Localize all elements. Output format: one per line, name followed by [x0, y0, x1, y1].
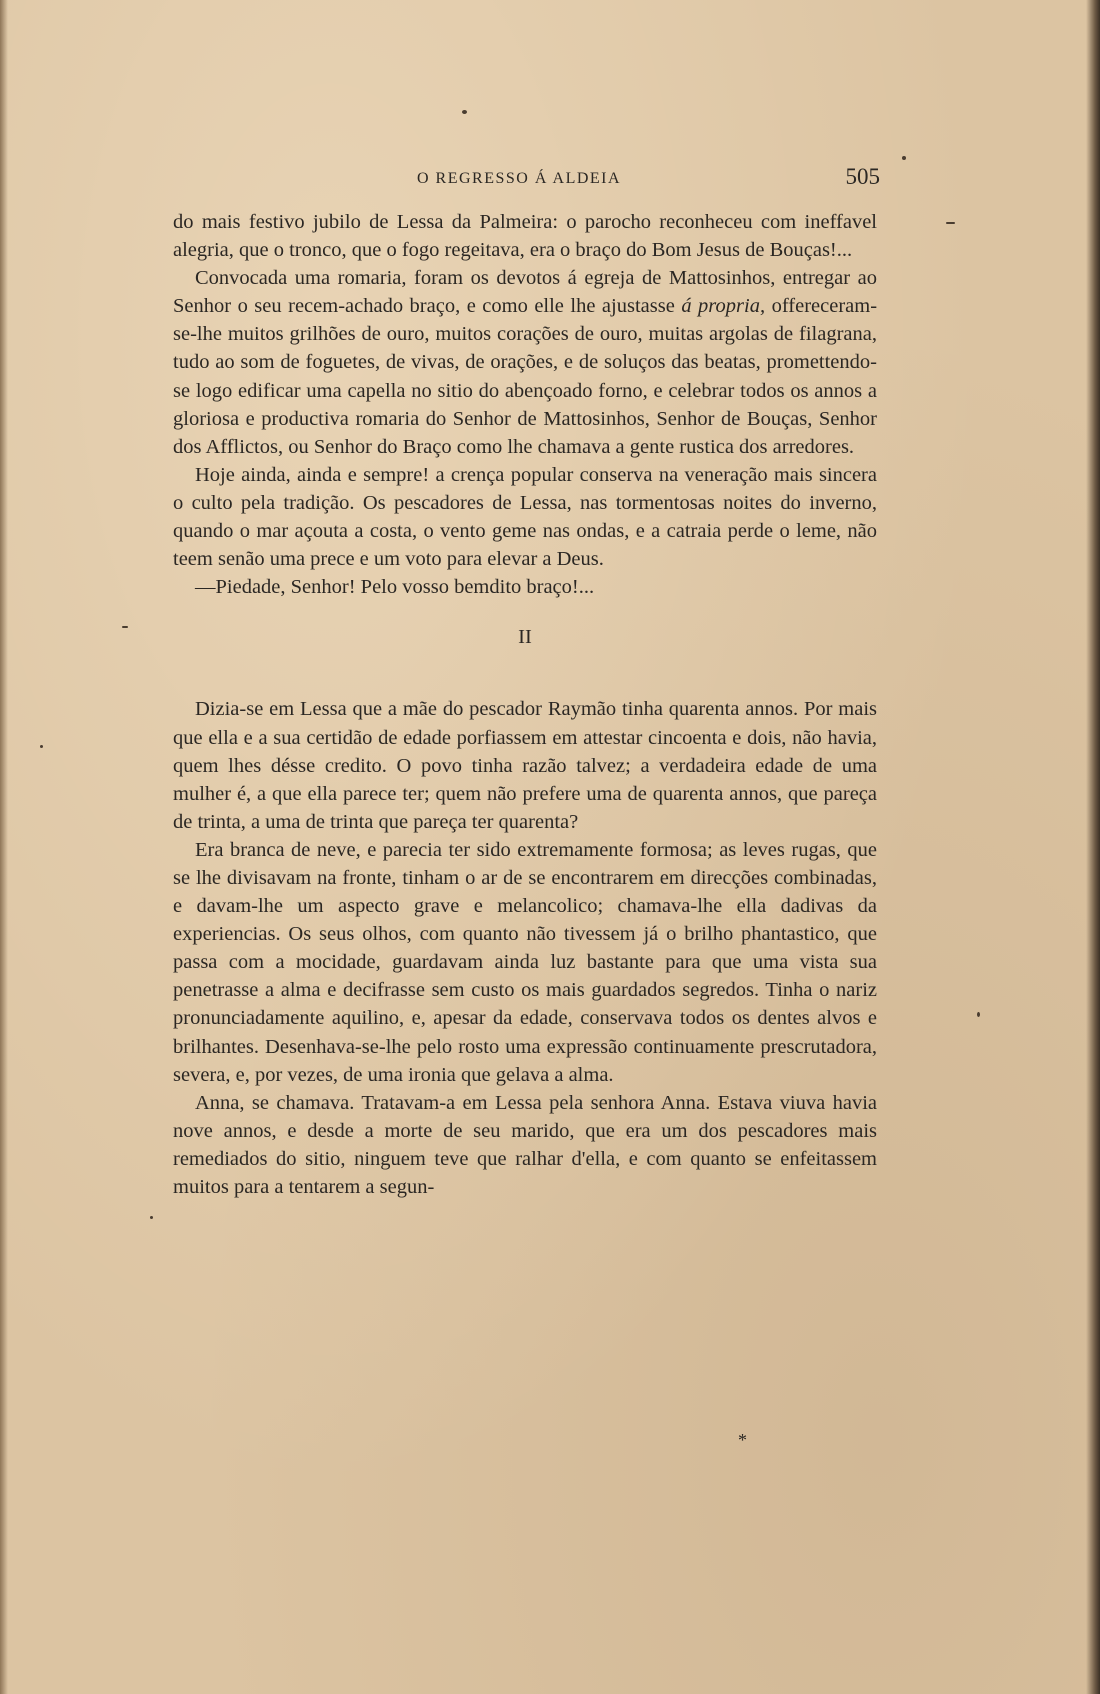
- section-heading: II: [518, 626, 532, 649]
- running-title: O REGRESSO Á ALDEIA: [417, 170, 622, 187]
- body-text: [173, 208, 877, 1201]
- paragraph-2: [173, 264, 877, 461]
- paragraph-3: Hoje ainda, ainda e sempre! a crença popular conserva na veneração mais sincera o culto pela tradição. Os pescadores de Lessa, nas tormentosas noites do inverno, quando o mar açouta a costa, o vento geme nas ondas, e a catraia perde o leme, não teem senão uma prece e um voto para elevar a Deus.: [173, 463, 877, 571]
- page-right-edge: [1086, 0, 1100, 1694]
- paper-speck: [462, 110, 467, 114]
- paper-speck: [150, 1216, 153, 1219]
- page-header: [170, 164, 880, 192]
- paper-speck: [122, 626, 128, 628]
- paragraph-6: Era branca de neve, e parecia ter sido extremamente formosa; as leves rugas, que se lhe divisavam na fronte, tinham o ar de se encontrarem em direcções combinadas, e davam-lhe um aspecto grave e melancolico; chamava-lhe ella dadivas da experiencias. Os seus olhos, com quanto não tivessem já o brilho phantastico, que passa com a mocidade, guardavam ainda luz bastante para que uma vista sua penetrasse a alma e decifrasse sem custo os mais guardados segredos. Tinha o nariz pronunciadamente aquilino, e, apesar da edade, conservava todos os dentes alvos e brilhantes. Desenhava-se-lhe pelo rosto uma expressão continuamente prescrutadora, severa, e, por vezes, de uma ironia que gelava a alma.: [173, 838, 877, 1086]
- paper-speck: [946, 222, 955, 224]
- paper-speck: [977, 1012, 980, 1017]
- paper-speck: [40, 745, 43, 748]
- paragraph-1: do mais festivo jubilo de Lessa da Palmeira: o parocho reconheceu com ineffavel alegria, que o tronco, que o fogo regeitava, era o braço do Bom Jesus de Bouças!...: [173, 211, 877, 262]
- paragraph-2-start: Convocada uma romaria, foram os devotos á egreja de Mattosinhos, entregar ao Senhor o seu recem-achado braço, e como elle lhe ajustasse: [173, 267, 877, 318]
- paragraph-5: Dizia-se em Lessa que a mãe do pescador Raymão tinha quarenta annos. Por mais que ella e a sua certidão de edade porfiassem em attestar cincoenta e dois, não havia, quem lhes désse credito. O povo tinha razão talvez; a verdadeira edade de uma mulher é, a que ella parece ter; quem não prefere uma de quarenta annos, que pareça de trinta, a uma de trinta que pareça ter quarenta?: [173, 698, 877, 833]
- paragraph-7: Anna, se chamava. Tratavam-a em Lessa pela senhora Anna. Estava viuva havia nove annos, e desde a morte de seu marido, que era um dos pescadores mais remediados do sitio, ninguem teve que ralhar d'ella, e com quanto se enfeitassem muitos para a tentarem a segun-: [173, 1091, 877, 1198]
- paragraph-2-end: offereceram-se-lhe muitos grilhões de ouro, muitos corações de ouro, muitas argolas de filagrana, tudo ao som de foguetes, de vivas, de orações, e de soluços das beatas, promettendo-se logo edificar uma capella no sitio do abençoado forno, e celebrar todos os annos a gloriosa e productiva romaria do Senhor de Mattosinhos, Senhor de Bouças, Senhor dos Afflictos, ou Senhor do Braço como lhe chamava a gente rustica dos arredores.: [173, 295, 878, 458]
- paragraph-4: —Piedade, Senhor! Pelo vosso bemdito braço!...: [195, 576, 595, 599]
- page-number: 505: [845, 164, 880, 189]
- paragraph-2-italic: á propria,: [681, 295, 766, 318]
- signature-mark: *: [738, 1430, 747, 1450]
- paper-speck: [902, 156, 906, 160]
- page-left-edge: [0, 0, 8, 1694]
